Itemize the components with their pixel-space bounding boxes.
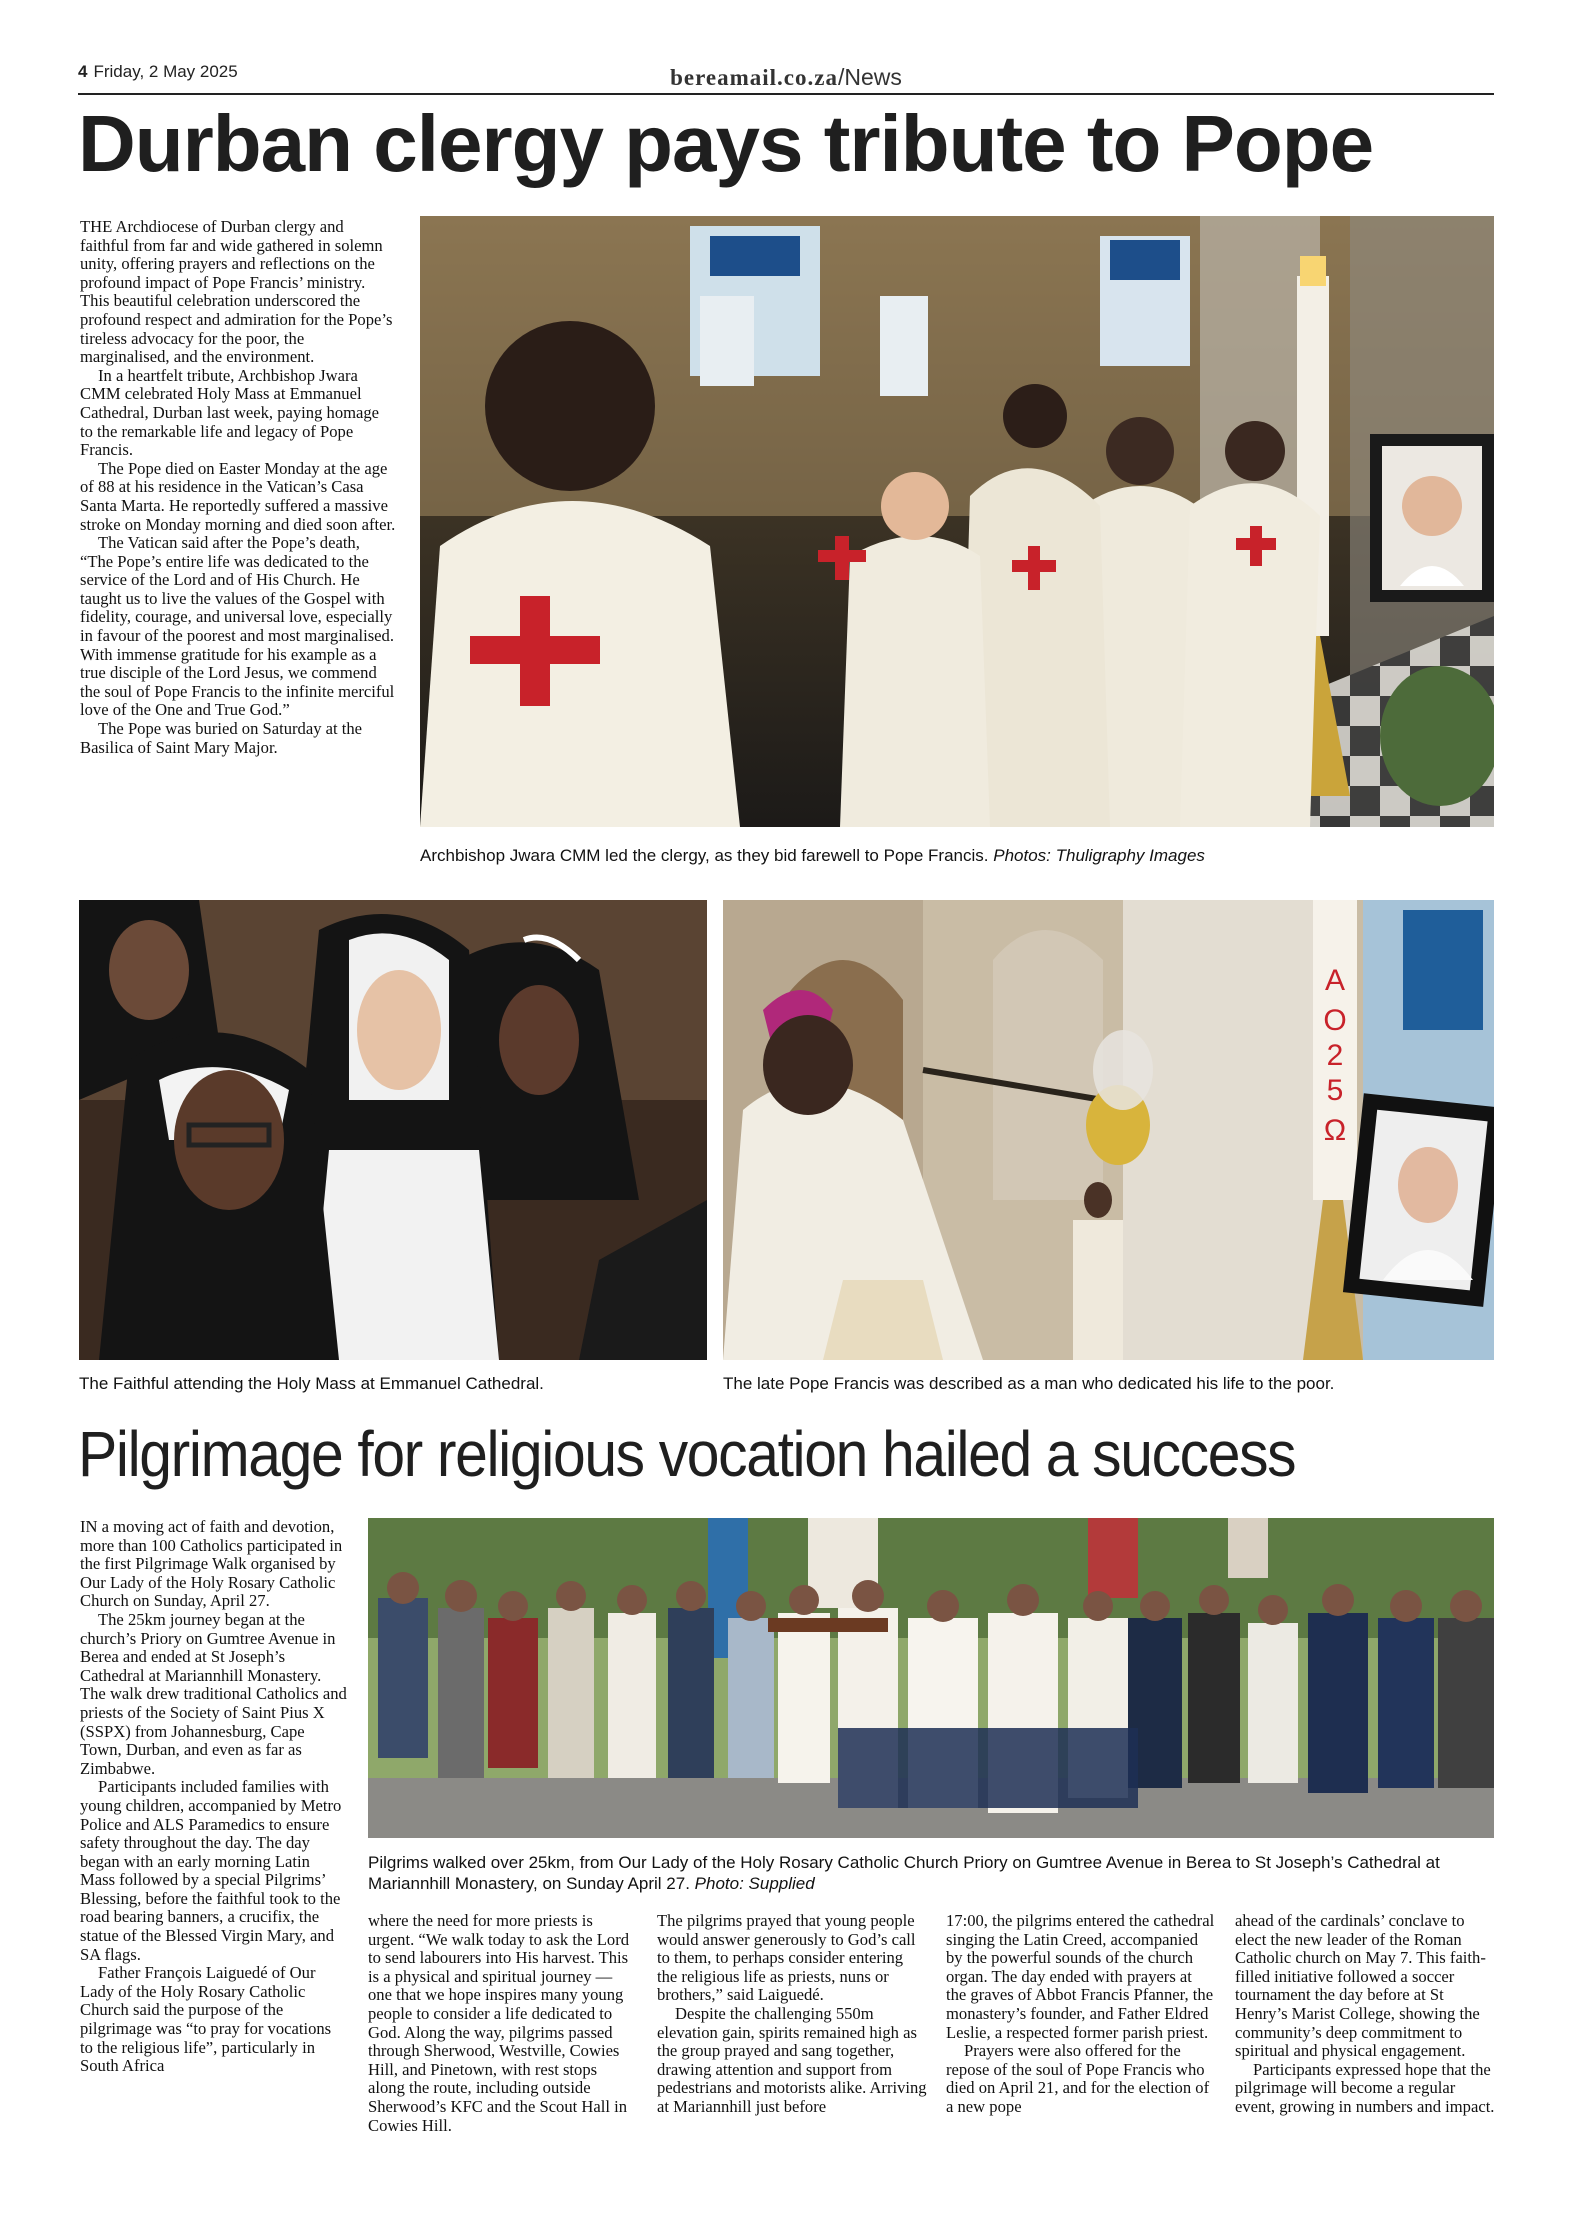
headline-clergy-tribute: Durban clergy pays tribute to Pope xyxy=(78,99,1374,188)
article2-paragraph: 17:00, the pilgrims entered the cathedral singing the Latin Creed, accompanied by the powerful sounds of the church organ. The day ended with prayers at the graves of Abbot Francis Pfanner, the monastery’s founder, and Father Eldred Leslie, a respected former parish priest. xyxy=(946,1911,1215,2042)
candle-letter-omega: Ω xyxy=(1323,1114,1347,1147)
main-caption-text: Archbishop Jwara CMM led the clergy, as they bid farewell to Pope Francis. xyxy=(420,846,989,865)
headline-pilgrimage: Pilgrimage for religious vocation hailed a success xyxy=(78,1418,1296,1490)
pilgrimage-photo-caption xyxy=(368,1852,1494,1894)
main-caption-credit: Photos: Thuligraphy Images xyxy=(993,846,1205,865)
article2-col5 xyxy=(1235,1912,1497,2117)
archbishop-photo-caption: The late Pope Francis was described as a man who dedicated his life to the poor. xyxy=(723,1374,1335,1393)
candle-year-2: 2 xyxy=(1326,1039,1344,1072)
article1-paragraph: The Vatican said after the Pope’s death, “The Pope’s entire life was dedicated to the service of the Lord and of His Church. He taught us to live the values of the Gospel with fidelity, courage, and universal love, especially in favour of the poorest and most marginalised. With immense gratitude for his example as a true disciple of the Lord Jesus, we commend the soul of Pope Francis to the infinite merciful love of the One and True God.” xyxy=(80,533,395,720)
issue-date: Friday, 2 May 2025 xyxy=(93,62,238,81)
pilgrimage-walk-image xyxy=(368,1518,1494,1838)
masthead xyxy=(0,64,1572,91)
article2-paragraph: ahead of the cardinals’ conclave to elect the new leader of the Roman Catholic church on May 7. This faith-filled initiative followed a soccer tournament the day before at St Henry’s Marist College, showing the community’s deep commitment to spiritual and physical engagement. xyxy=(1235,1911,1486,2061)
pilgrimage-caption-text: Pilgrims walked over 25km, from Our Lady of the Holy Rosary Catholic Church Priory on Gumtree Avenue in Berea to St Joseph’s Cathedral at Mariannhill Monastery, on Sunday April 27. xyxy=(368,1853,1440,1893)
article2-col4 xyxy=(946,1912,1216,2117)
article2-col1 xyxy=(80,1518,348,2076)
archbishop-censer-image xyxy=(723,900,1494,1360)
candle-year-1: O xyxy=(1323,1004,1347,1037)
article2-paragraph: where the need for more priests is urgent. “We walk today to ask the Lord to send labourers into His harvest. This is a physical and spiritual journey — one that we hope inspires many young people to consider a life dedicated to God. Along the way, pilgrims passed through Sherwood, Westville, Cowies Hill, and Pinetown, with rest stops along the route, including outside Sherwood’s KFC and the Scout Hall in Cowies Hill. xyxy=(368,1911,630,2135)
section-name: /News xyxy=(837,64,902,90)
article1-body xyxy=(80,218,396,757)
article2-paragraph: The 25km journey began at the church’s Priory on Gumtree Avenue in Berea and ended at St Joseph’s Cathedral at Mariannhill Monastery. The walk drew traditional Catholics and priests of the Society of Saint Pius X (SSPX) from Johannesburg, Cape Town, Durban, and even as far as Zimbabwe. xyxy=(80,1609,347,1778)
main-photo-caption xyxy=(420,845,1494,866)
archbishop-censer-photo xyxy=(723,900,1494,1360)
article2-paragraph: The pilgrims prayed that young people would answer generously to God’s call to them, to perhaps consider entering the religious life as priests, nuns or brothers,” said Laiguedé. xyxy=(657,1911,916,2005)
article2-paragraph: Participants included families with young children, accompanied by Metro Police and ALS Paramedics to ensure safety throughout the day. The day began with an early morning Latin Mass followed by a special Pilgrims’ Blessing, before the faithful took to the road bearing banners, a crucifix, the statue of the Blessed Virgin Mary, and SA flags. xyxy=(80,1777,342,1964)
article2-col2 xyxy=(368,1912,638,2135)
pilgrimage-caption-credit: Photo: Supplied xyxy=(694,1874,815,1893)
candle-letter-alpha: A xyxy=(1324,964,1346,997)
clergy-procession-photo xyxy=(420,216,1494,827)
article2-paragraph: Prayers were also offered for the repose of the soul of Pope Francis who died on April 21, and for the election of a new pope xyxy=(946,2041,1210,2116)
page-number: 4 xyxy=(78,62,88,81)
article2-paragraph: Participants expressed hope that the pilgrimage will become a regular event, growing in numbers and impact. xyxy=(1235,2059,1495,2116)
article2-col3 xyxy=(657,1912,927,2117)
header-rule xyxy=(78,93,1494,95)
site-name[interactable]: bereamail.co.za xyxy=(670,65,838,90)
article1-paragraph: The Pope was buried on Saturday at the Basilica of Saint Mary Major. xyxy=(80,719,363,757)
article1-paragraph: THE Archdiocese of Durban clergy and faithful from far and wide gathered in solemn unity, offering prayers and reflections on the profound impact of Pope Francis’ ministry. This beautiful celebration underscored the profound respect and admiration for the Pope’s tireless advocacy for the poor, the marginalised, and the environment. xyxy=(80,217,393,367)
article2-paragraph: IN a moving act of faith and devotion, more than 100 Catholics participated in the first Pilgrimage Walk organised by Our Lady of the Holy Rosary Catholic Church on Sunday, April 27. xyxy=(80,1517,343,1611)
article2-paragraph: Despite the challenging 550m elevation gain, spirits remained high as the group prayed and sang together, drawing attention and support from pedestrians and motorists alike. Arriving at Mariannhill just before xyxy=(657,2003,927,2116)
faithful-nuns-photo xyxy=(79,900,707,1360)
faithful-nuns-image xyxy=(79,900,707,1360)
article2-paragraph: Father François Laiguedé of Our Lady of the Holy Rosary Catholic Church said the purpose of the pilgrimage was “to pray for vocations to the religious life”, particularly in South Africa xyxy=(80,1963,332,2076)
faithful-photo-caption: The Faithful attending the Holy Mass at Emmanuel Cathedral. xyxy=(79,1374,544,1393)
article1-paragraph: The Pope died on Easter Monday at the age of 88 at his residence in the Vatican’s Casa Santa Marta. He reportedly suffered a massive stroke on Monday morning and died soon after. xyxy=(80,458,396,534)
article1-paragraph: In a heartfelt tribute, Archbishop Jwara CMM celebrated Holy Mass at Emmanuel Cathedral, Durban last week, paying homage to the remarkable life and legacy of Pope Francis. xyxy=(80,365,380,460)
clergy-procession-image xyxy=(420,216,1494,827)
candle-year-3: 5 xyxy=(1326,1074,1344,1107)
pilgrimage-walk-photo xyxy=(368,1518,1494,1838)
